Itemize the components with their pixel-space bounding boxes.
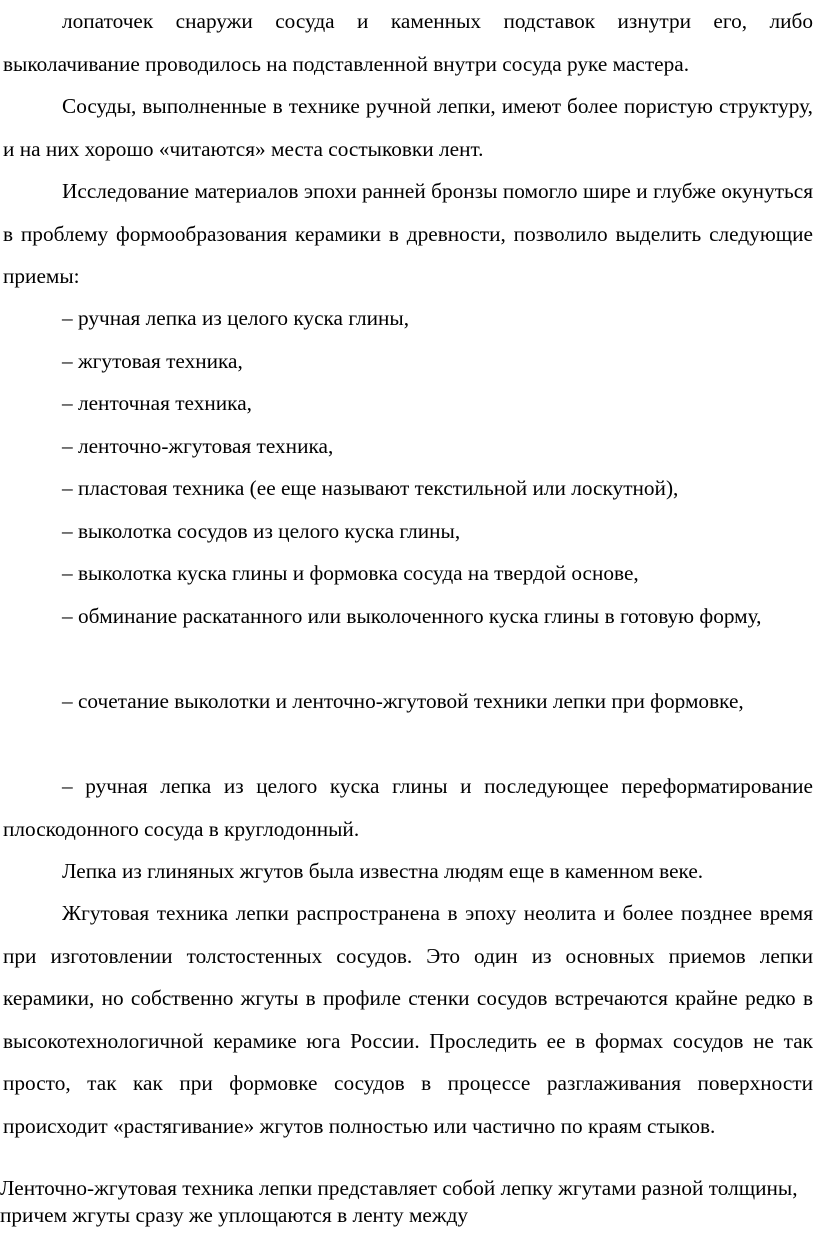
list-item-slab-strip-technique: – ленточная техника, — [62, 391, 252, 415]
paragraph-porous-structure: Сосуды, выполненные в технике ручной лепки, имеют более пористую структуру, и на них хорошо «читаются» места состыковки лент. — [3, 94, 813, 161]
list-item-layer-technique: – пластовая техника (ее еще называют текстильной или лоскутной), — [62, 476, 679, 500]
paragraph-stone-age: Лепка из глиняных жгутов была известна людям еще в каменном веке. — [62, 859, 704, 883]
paragraph-strip-coil-description: Ленточно-жгутовая техника лепки представляет собой лепку жгутами разной толщины, причем жгуты сразу же уплощаются в ленту между — [0, 1176, 798, 1227]
list-item-coil-technique: – жгутовая техника, — [62, 349, 243, 373]
list-item-beating-on-base: – выколотка куска глины и формовка сосуда на твердой основе, — [62, 561, 639, 585]
list-item-reformatting: – ручная лепка из целого куска глины и последующее переформатирование плоскодонного сосуда в круглодонный. — [3, 774, 813, 841]
paragraph-coil-technique-details: Жгутовая техника лепки распространена в эпоху неолита и более позднее время при изготовлении толстостенных сосудов. Это один из основных приемов лепки керамики, но собственно жгуты в профиле стенки сосудов встречаются крайне редко в высокотехнологичной керамике юга России. Проследить ее в формах сосудов не так просто, так как при формовке сосудов в процессе разглаживания поверхности происходит «растягивание» жгутов полностью или частично по краям стыков. — [3, 901, 813, 1138]
list-item-hand-molding: – ручная лепка из целого куска глины, — [62, 306, 410, 330]
paragraph-continuation: лопаточек снаружи сосуда и каменных подставок изнутри его, либо выколачивание проводилось на подставленной внутри сосуда руке мастера. — [3, 9, 813, 76]
list-item-pressing-into-form: – обминание раскатанного или выколоченного куска глины в готовую форму, — [62, 604, 762, 628]
list-item-strip-coil-technique: – ленточно-жгутовая техника, — [62, 434, 334, 458]
paragraph-research-intro: Исследование материалов эпохи ранней бронзы помогло шире и глубже окунуться в проблему формообразования керамики в древности, позволило выделить следующие приемы: — [3, 179, 813, 288]
list-item-combined-technique: – сочетание выколотки и ленточно-жгутовой техники лепки при формовке, — [62, 689, 744, 713]
list-item-beating-whole-lump: – выколотка сосудов из целого куска глины, — [62, 519, 461, 543]
